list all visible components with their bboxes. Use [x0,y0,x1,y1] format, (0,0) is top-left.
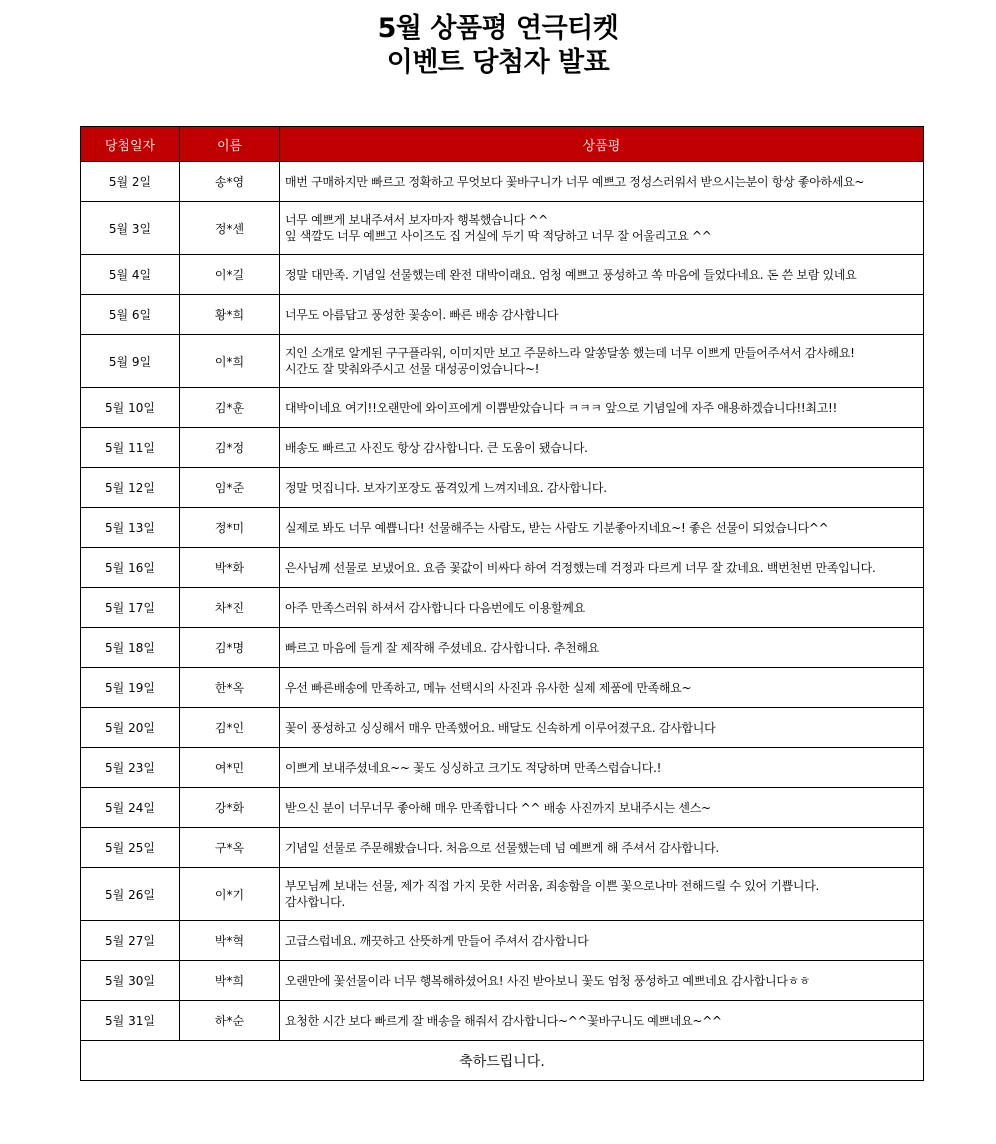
winner-name: 구*옥 [180,828,280,868]
title-line-1: 5월 상품평 연극티켓 [377,13,619,44]
winner-name: 김*명 [180,628,280,668]
table-row [81,628,924,668]
table-row [81,428,924,468]
table-row [81,468,924,508]
title-line-2: 이벤트 당첨자 발표 [386,47,610,78]
table-row [81,162,924,202]
winner-name: 한*옥 [180,668,280,708]
win-date: 5월 19일 [81,668,180,708]
winner-name: 박*혁 [180,921,280,961]
winner-name: 하*순 [180,1001,280,1041]
review-text: 기념일 선물로 주문해봤습니다. 처음으로 선물했는데 넘 예쁘게 해 주셔서 감사합니다. [280,828,924,868]
review-text: 은사님께 선물로 보냈어요. 요즘 꽃값이 비싸다 하여 걱정했는데 걱정과 다르게 너무 잘 갔네요. 백번천번 만족입니다. [280,548,924,588]
winner-name: 정*미 [180,508,280,548]
review-text: 우선 빠른배송에 만족하고, 메뉴 선택시의 사진과 유사한 실제 제품에 만족해요~ [280,668,924,708]
win-date: 5월 25일 [81,828,180,868]
page-title [0,12,996,80]
review-text: 고급스럽네요. 깨끗하고 산뜻하게 만들어 주셔서 감사합니다 [280,921,924,961]
table-footer-row [81,1041,924,1081]
review-text: 정말 대만족. 기념일 선물했는데 완전 대박이래요. 엄청 예쁘고 풍성하고 쏙 마음에 들었다네요. 돈 쓴 보람 있네요 [280,255,924,295]
winner-name: 임*준 [180,468,280,508]
win-date: 5월 31일 [81,1001,180,1041]
table-row [81,508,924,548]
win-date: 5월 26일 [81,868,180,921]
winner-name: 정*센 [180,202,280,255]
review-text: 정말 멋집니다. 보자기포장도 품격있게 느껴지네요. 감사합니다. [280,468,924,508]
win-date: 5월 24일 [81,788,180,828]
win-date: 5월 4일 [81,255,180,295]
win-date: 5월 12일 [81,468,180,508]
review-text: 대박이네요 여기!!오랜만에 와이프에게 이쁨받았습니다 ㅋㅋㅋ 앞으로 기념일에 자주 애용하겠습니다!!최고!! [280,388,924,428]
table-row [81,748,924,788]
table-row [81,868,924,921]
table-row [81,335,924,388]
table-row [81,668,924,708]
review-text: 배송도 빠르고 사진도 항상 감사합니다. 큰 도움이 됐습니다. [280,428,924,468]
review-text: 빠르고 마음에 들게 잘 제작해 주셨네요. 감사합니다. 추천해요 [280,628,924,668]
win-date: 5월 2일 [81,162,180,202]
winner-name: 송*영 [180,162,280,202]
review-text: 꽃이 풍성하고 싱싱해서 매우 만족했어요. 배달도 신속하게 이루어졌구요. 감사합니다 [280,708,924,748]
win-date: 5월 23일 [81,748,180,788]
review-text: 아주 만족스러워 하셔서 감사합니다 다음번에도 이용할께요 [280,588,924,628]
review-text: 매번 구매하지만 빠르고 정확하고 무엇보다 꽃바구니가 너무 예쁘고 정성스러워서 받으시는분이 항상 좋아하세요~ [280,162,924,202]
review-text: 너무 예쁘게 보내주셔서 보자마자 행복했습니다 ^^ 잎 색깔도 너무 예쁘고 사이즈도 집 거실에 두기 딱 적당하고 너무 잘 어울리고요 ^^ [280,202,924,255]
header-review: 상품평 [280,127,924,162]
winners-table [80,126,924,1081]
winner-name: 김*훈 [180,388,280,428]
review-text: 지인 소개로 알게된 구구플라워, 이미지만 보고 주문하느라 알쏭달쏭 했는데 너무 이쁘게 만들어주셔서 감사해요! 시간도 잘 맞춰와주시고 선물 대성공이었습니다~! [280,335,924,388]
win-date: 5월 11일 [81,428,180,468]
table-row [81,1001,924,1041]
winner-name: 김*정 [180,428,280,468]
table-row [81,921,924,961]
table-row [81,388,924,428]
winner-name: 차*진 [180,588,280,628]
review-text: 너무도 아름답고 풍성한 꽃송이. 빠른 배송 감사합니다 [280,295,924,335]
header-name: 이름 [180,127,280,162]
winner-name: 강*화 [180,788,280,828]
table-row [81,255,924,295]
winner-name: 황*희 [180,295,280,335]
win-date: 5월 30일 [81,961,180,1001]
review-text: 받으신 분이 너무너무 좋아해 매우 만족합니다 ^^ 배송 사진까지 보내주시는 센스~ [280,788,924,828]
table-row [81,708,924,748]
winner-name: 김*인 [180,708,280,748]
table-row [81,295,924,335]
winner-name: 이*희 [180,335,280,388]
table-row [81,961,924,1001]
win-date: 5월 27일 [81,921,180,961]
winner-name: 박*화 [180,548,280,588]
table-header-row [81,127,924,162]
winner-name: 박*희 [180,961,280,1001]
congratulations-text: 축하드립니다. [81,1041,924,1081]
review-text: 오랜만에 꽃선물이라 너무 행복해하셨어요! 사진 받아보니 꽃도 엄청 풍성하고 예쁘네요 감사합니다ㅎㅎ [280,961,924,1001]
win-date: 5월 18일 [81,628,180,668]
table-row [81,548,924,588]
review-text: 이쁘게 보내주셨네요~~ 꽃도 싱싱하고 크기도 적당하며 만족스럽습니다.! [280,748,924,788]
win-date: 5월 9일 [81,335,180,388]
win-date: 5월 3일 [81,202,180,255]
winner-name: 여*민 [180,748,280,788]
win-date: 5월 17일 [81,588,180,628]
review-text: 실제로 봐도 너무 예쁩니다! 선물해주는 사람도, 받는 사람도 기분좋아지네요~! 좋은 선물이 되었습니다^^ [280,508,924,548]
win-date: 5월 13일 [81,508,180,548]
table-row [81,588,924,628]
winner-name: 이*길 [180,255,280,295]
win-date: 5월 10일 [81,388,180,428]
table-row [81,202,924,255]
table-row [81,828,924,868]
review-text: 요청한 시간 보다 빠르게 잘 배송을 해줘서 감사합니다~^^꽃바구니도 예쁘네요~^^ [280,1001,924,1041]
win-date: 5월 6일 [81,295,180,335]
table-row [81,788,924,828]
win-date: 5월 16일 [81,548,180,588]
win-date: 5월 20일 [81,708,180,748]
winner-name: 이*기 [180,868,280,921]
review-text: 부모님께 보내는 선물, 제가 직접 가지 못한 서러움, 죄송함을 이쁜 꽃으로나마 전해드릴 수 있어 기쁩니다. 감사합니다. [280,868,924,921]
header-date: 당첨일자 [81,127,180,162]
